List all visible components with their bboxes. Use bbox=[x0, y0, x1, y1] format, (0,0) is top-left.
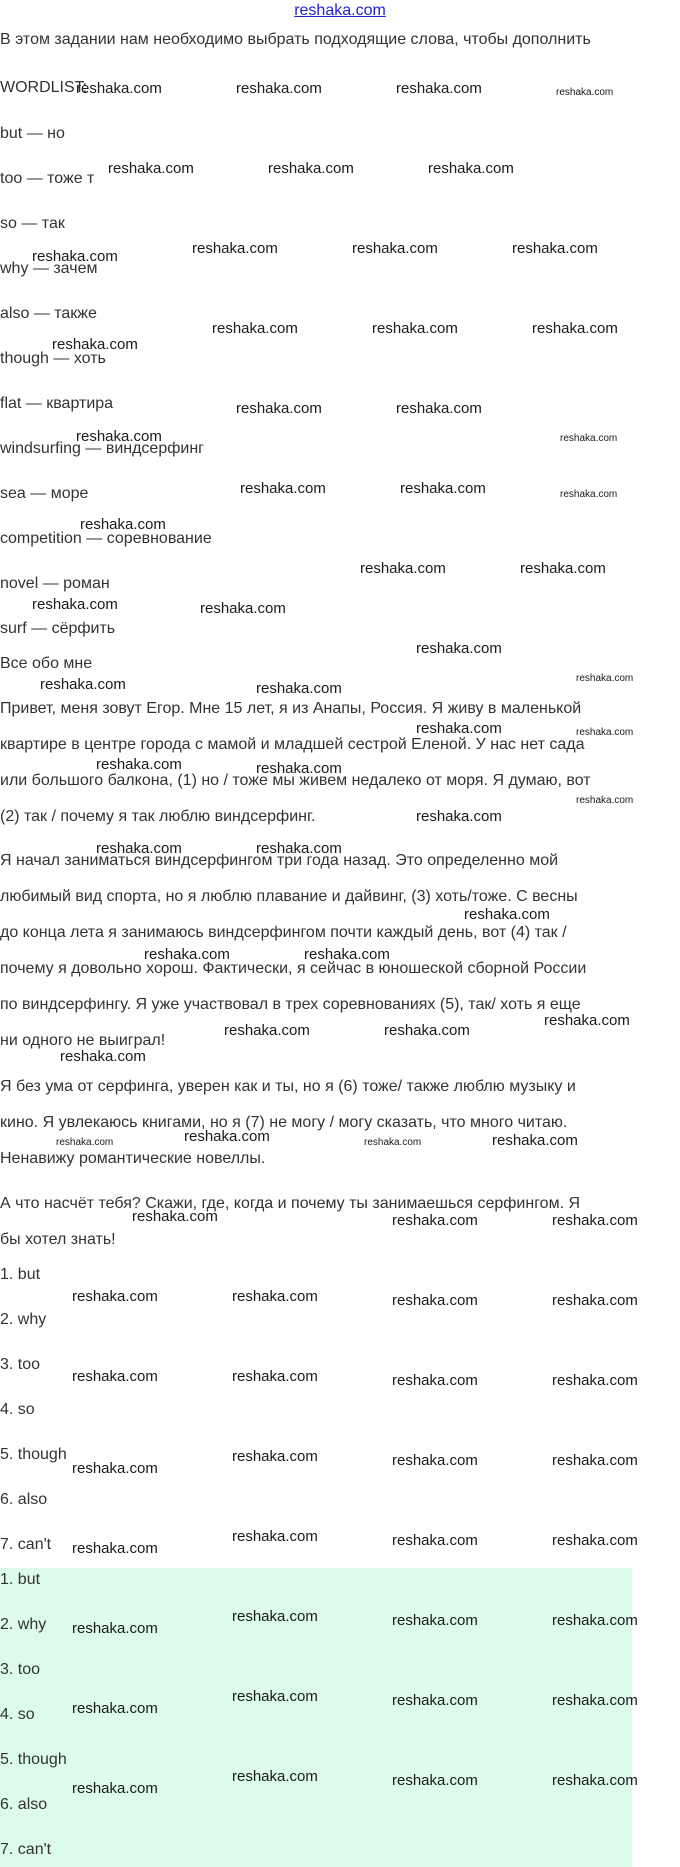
answer-highlight-item: 1. but bbox=[0, 1571, 41, 1588]
watermark: reshaka.com bbox=[200, 600, 286, 617]
watermark: reshaka.com bbox=[232, 1288, 318, 1305]
watermark: reshaka.com bbox=[240, 480, 326, 497]
answer-item: 4. so bbox=[0, 1401, 35, 1418]
watermark: reshaka.com bbox=[400, 480, 486, 497]
watermark: reshaka.com bbox=[212, 320, 298, 337]
answer-highlight-item: 3. too bbox=[0, 1661, 41, 1678]
paragraph-line: кино. Я увлекаюсь книгами, но я (7) не могу / могу сказать, что много читаю. bbox=[0, 1114, 568, 1131]
watermark: reshaka.com bbox=[576, 727, 634, 738]
vocab-item: windsurfing — виндсерфинг bbox=[0, 440, 204, 457]
watermark: reshaka.com bbox=[72, 1780, 158, 1797]
watermark: reshaka.com bbox=[392, 1372, 478, 1389]
watermark: reshaka.com bbox=[552, 1292, 638, 1309]
answer-highlight-item: 5. though bbox=[0, 1751, 67, 1768]
watermark: reshaka.com bbox=[72, 1540, 158, 1557]
watermark: reshaka.com bbox=[232, 1608, 318, 1625]
vocab-item: surf — сёрфить bbox=[0, 620, 116, 637]
watermark: reshaka.com bbox=[60, 1048, 146, 1065]
watermark: reshaka.com bbox=[232, 1688, 318, 1705]
watermark: reshaka.com bbox=[392, 1292, 478, 1309]
watermark: reshaka.com bbox=[552, 1212, 638, 1229]
watermark: reshaka.com bbox=[72, 1460, 158, 1477]
watermark: reshaka.com bbox=[192, 240, 278, 257]
watermark: reshaka.com bbox=[552, 1452, 638, 1469]
watermark: reshaka.com bbox=[72, 1620, 158, 1637]
answer-item: 3. too bbox=[0, 1356, 41, 1373]
paragraph-line: ни одного не выиграл! bbox=[0, 1032, 166, 1049]
wordlist-label: WORDLIST: bbox=[0, 79, 88, 96]
watermark: reshaka.com bbox=[396, 80, 482, 97]
watermark: reshaka.com bbox=[256, 760, 342, 777]
watermark: reshaka.com bbox=[184, 1128, 270, 1145]
watermark: reshaka.com bbox=[232, 1528, 318, 1545]
watermark: reshaka.com bbox=[416, 808, 502, 825]
watermark: reshaka.com bbox=[232, 1768, 318, 1785]
watermark: reshaka.com bbox=[392, 1692, 478, 1709]
vocab-item: too — тоже т bbox=[0, 170, 95, 187]
watermark: reshaka.com bbox=[552, 1692, 638, 1709]
watermark: reshaka.com bbox=[552, 1772, 638, 1789]
watermark: reshaka.com bbox=[352, 240, 438, 257]
paragraph-line: по виндсерфингу. Я уже участвовал в трех соревнованиях (5), так/ хоть я еще bbox=[0, 996, 581, 1013]
paragraph-line: Ненавижу романтические новеллы. bbox=[0, 1150, 266, 1167]
vocab-item: why — зачем bbox=[0, 260, 98, 277]
watermark: reshaka.com bbox=[72, 1368, 158, 1385]
watermark: reshaka.com bbox=[32, 596, 118, 613]
watermark: reshaka.com bbox=[416, 640, 502, 657]
answer-item: 6. also bbox=[0, 1491, 48, 1508]
watermark: reshaka.com bbox=[392, 1532, 478, 1549]
paragraph-line: Привет, меня зовут Егор. Мне 15 лет, я из Анапы, Россия. Я живу в маленькой bbox=[0, 700, 582, 717]
watermark: reshaka.com bbox=[304, 946, 390, 963]
answer-highlight-item: 2. why bbox=[0, 1616, 47, 1633]
paragraph-line: почему я довольно хорош. Фактически, я сейчас в юношеской сборной России bbox=[0, 960, 587, 977]
watermark: reshaka.com bbox=[428, 160, 514, 177]
watermark: reshaka.com bbox=[268, 160, 354, 177]
watermark: reshaka.com bbox=[236, 400, 322, 417]
watermark: reshaka.com bbox=[132, 1208, 218, 1225]
watermark: reshaka.com bbox=[232, 1368, 318, 1385]
watermark: reshaka.com bbox=[512, 240, 598, 257]
watermark: reshaka.com bbox=[96, 756, 182, 773]
watermark: reshaka.com bbox=[560, 433, 618, 444]
paragraph-line: квартире в центре города с мамой и младшей сестрой Еленой. У нас нет сада bbox=[0, 736, 585, 753]
watermark: reshaka.com bbox=[144, 946, 230, 963]
paragraph-line: бы хотел знать! bbox=[0, 1231, 116, 1248]
watermark: reshaka.com bbox=[532, 320, 618, 337]
watermark: reshaka.com bbox=[72, 1700, 158, 1717]
watermark: reshaka.com bbox=[552, 1532, 638, 1549]
intro-text: В этом задании нам необходимо выбрать подходящие слова, чтобы дополнить bbox=[0, 31, 591, 48]
watermark: reshaka.com bbox=[552, 1612, 638, 1629]
watermark: reshaka.com bbox=[72, 1288, 158, 1305]
watermark: reshaka.com bbox=[236, 80, 322, 97]
watermark: reshaka.com bbox=[360, 560, 446, 577]
watermark: reshaka.com bbox=[492, 1132, 578, 1149]
answer-highlight-item: 7. can't bbox=[0, 1841, 52, 1858]
vocab-item: though — хоть bbox=[0, 350, 106, 367]
watermark: reshaka.com bbox=[544, 1012, 630, 1029]
watermark: reshaka.com bbox=[256, 680, 342, 697]
watermark: reshaka.com bbox=[96, 840, 182, 857]
watermark: reshaka.com bbox=[224, 1022, 310, 1039]
watermark: reshaka.com bbox=[32, 248, 118, 265]
watermark: reshaka.com bbox=[576, 795, 634, 806]
paragraph-line: (2) так / почему я так люблю виндсерфинг. bbox=[0, 808, 316, 825]
watermark: reshaka.com bbox=[552, 1372, 638, 1389]
watermark: reshaka.com bbox=[256, 840, 342, 857]
watermark: reshaka.com bbox=[576, 673, 634, 684]
watermark: reshaka.com bbox=[556, 87, 614, 98]
answer-item: 7. can't bbox=[0, 1536, 52, 1553]
watermark: reshaka.com bbox=[392, 1772, 478, 1789]
paragraph-line: Я без ума от серфинга, уверен как и ты, но я (6) тоже/ также люблю музыку и bbox=[0, 1078, 576, 1095]
watermark: reshaka.com bbox=[364, 1137, 422, 1148]
watermark: reshaka.com bbox=[80, 516, 166, 533]
vocab-item: novel — роман bbox=[0, 575, 110, 592]
paragraph-line: А что насчёт тебя? Скажи, где, когда и почему ты занимаешься серфингом. Я bbox=[0, 1195, 581, 1212]
watermark: reshaka.com bbox=[384, 1022, 470, 1039]
watermark: reshaka.com bbox=[108, 160, 194, 177]
paragraph-line: до конца лета я занимаюсь виндсерфингом почти каждый день, вот (4) так / bbox=[0, 924, 567, 941]
watermark: reshaka.com bbox=[464, 906, 550, 923]
watermark: reshaka.com bbox=[76, 428, 162, 445]
watermark: reshaka.com bbox=[396, 400, 482, 417]
vocab-item: but — но bbox=[0, 125, 65, 142]
watermark: reshaka.com bbox=[392, 1212, 478, 1229]
watermark: reshaka.com bbox=[416, 720, 502, 737]
vocab-item: competition — соревнование bbox=[0, 530, 212, 547]
answer-item: 2. why bbox=[0, 1311, 47, 1328]
watermark: reshaka.com bbox=[76, 80, 162, 97]
paragraph-line: Я начал заниматься виндсерфингом три года назад. Это определенно мой bbox=[0, 852, 559, 869]
answer-highlight-item: 4. so bbox=[0, 1706, 35, 1723]
watermark: reshaka.com bbox=[56, 1137, 114, 1148]
watermark: reshaka.com bbox=[52, 336, 138, 353]
watermark: reshaka.com bbox=[520, 560, 606, 577]
answer-item: 1. but bbox=[0, 1266, 41, 1283]
vocab-item: so — так bbox=[0, 215, 65, 232]
watermark: reshaka.com bbox=[372, 320, 458, 337]
paragraph-line: любимый вид спорта, но я люблю плавание и дайвинг, (3) хоть/тоже. С весны bbox=[0, 888, 578, 905]
vocab-item: flat — квартира bbox=[0, 395, 114, 412]
vocab-item: also — также bbox=[0, 305, 97, 322]
watermark: reshaka.com bbox=[40, 676, 126, 693]
site-link[interactable]: reshaka.com bbox=[294, 2, 386, 19]
text-title: Все обо мне bbox=[0, 655, 93, 672]
vocab-item: sea — море bbox=[0, 485, 89, 502]
watermark: reshaka.com bbox=[392, 1452, 478, 1469]
paragraph-line: или большого балкона, (1) но / тоже мы живем недалеко от моря. Я думаю, вот bbox=[0, 772, 591, 789]
watermark: reshaka.com bbox=[392, 1612, 478, 1629]
watermark: reshaka.com bbox=[232, 1448, 318, 1465]
answer-highlight-item: 6. also bbox=[0, 1796, 48, 1813]
watermark: reshaka.com bbox=[560, 489, 618, 500]
answer-item: 5. though bbox=[0, 1446, 67, 1463]
